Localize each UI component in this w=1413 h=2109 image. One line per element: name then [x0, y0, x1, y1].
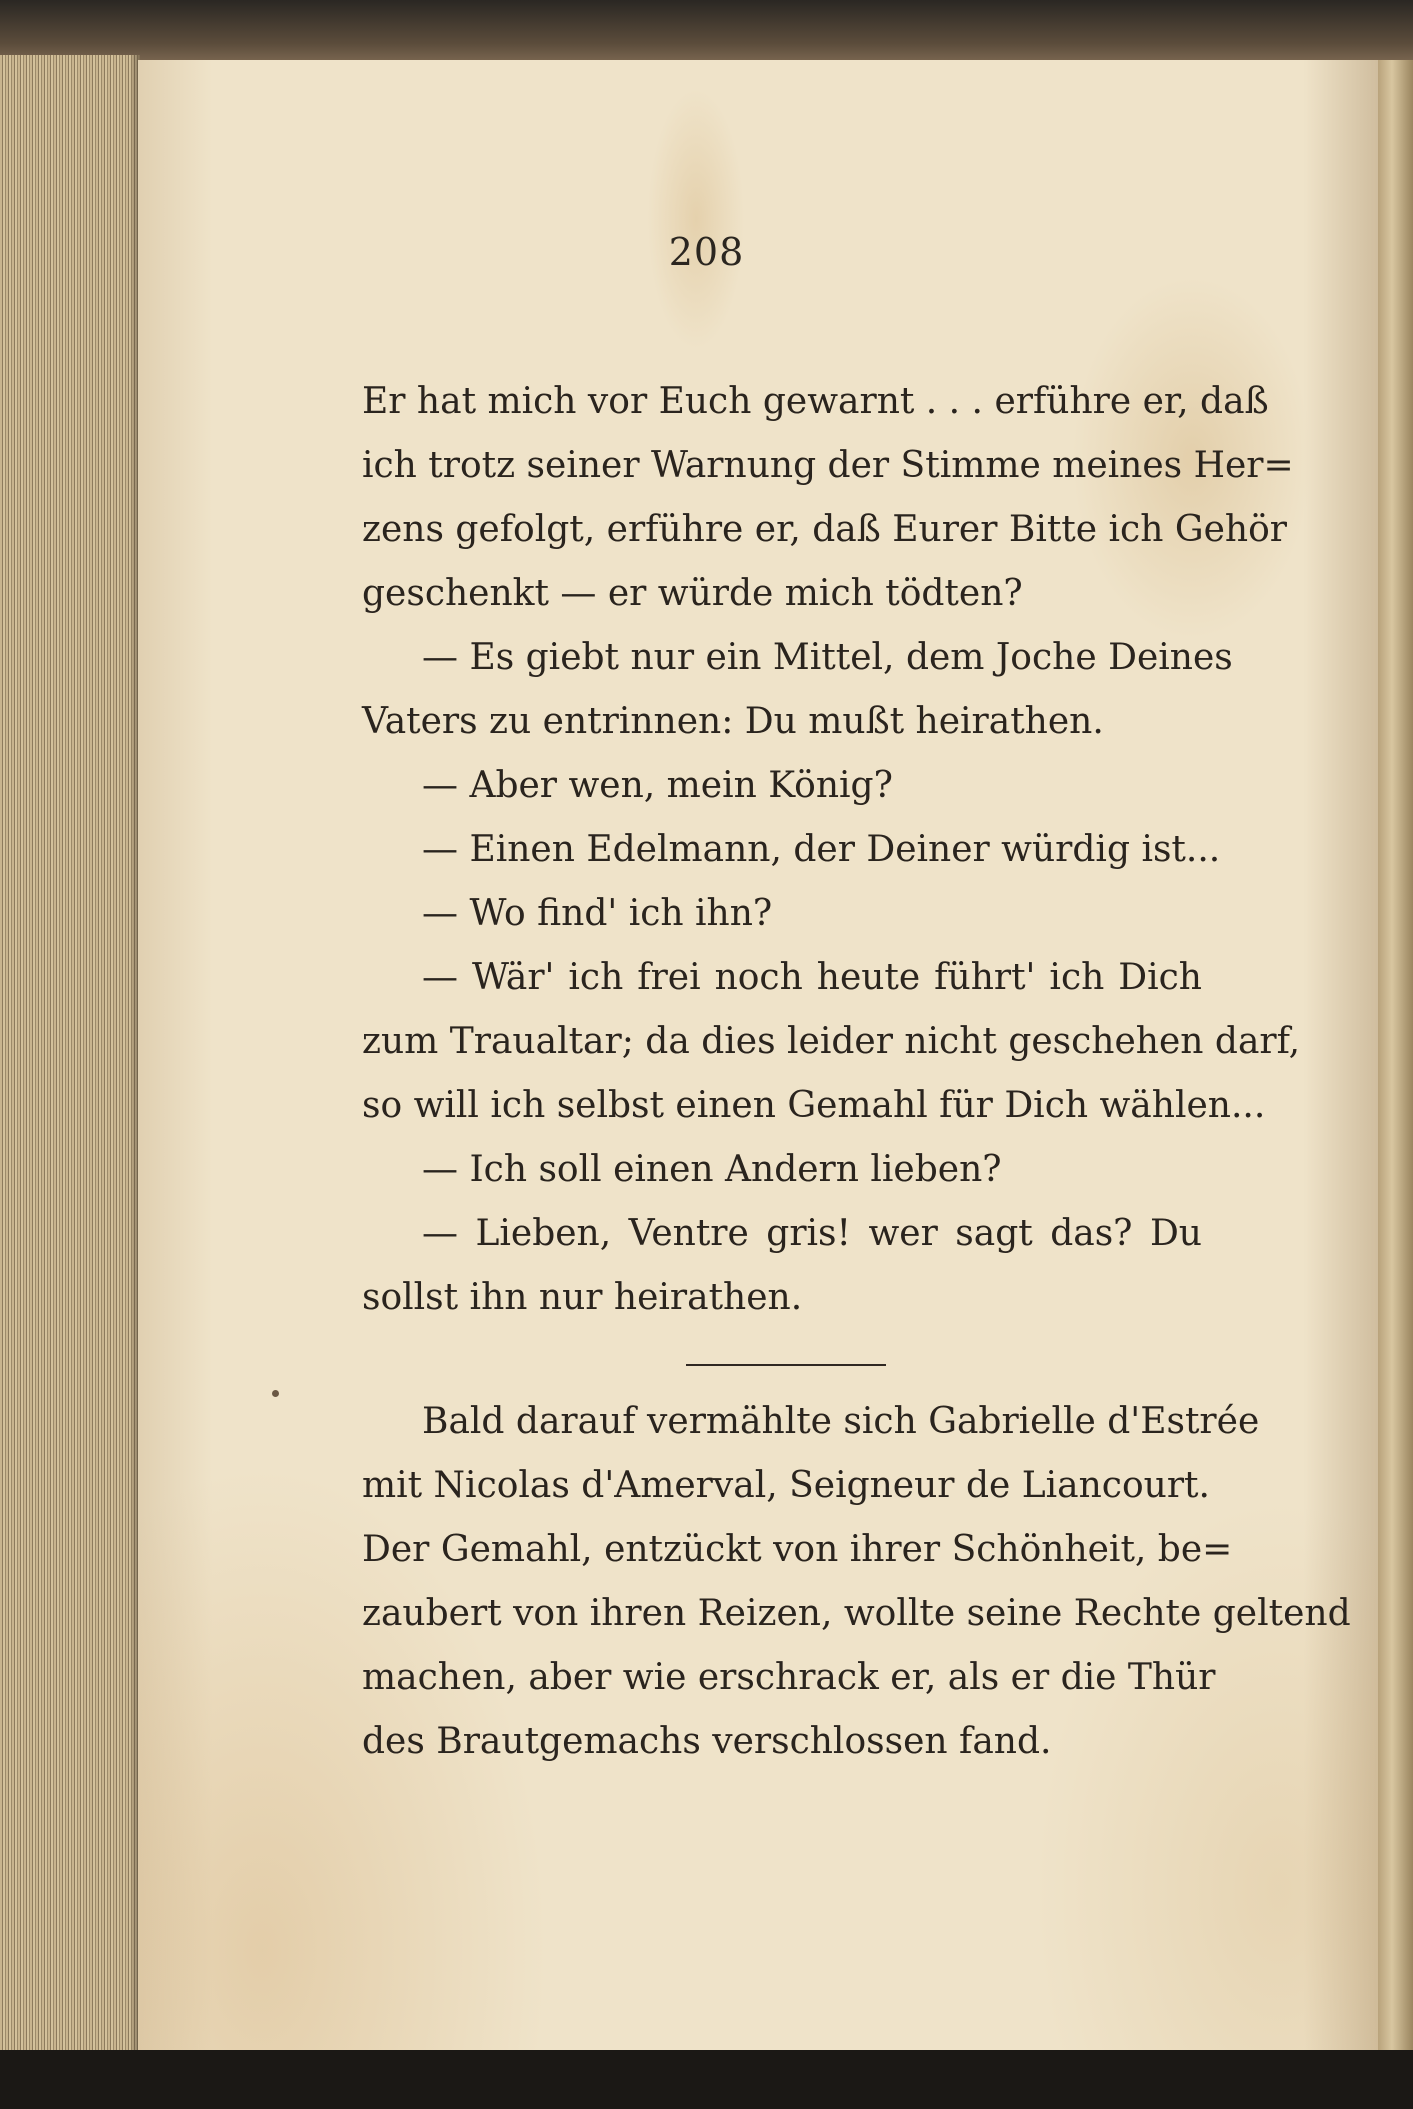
- text-line: so will ich selbst einen Gemahl für Dich wählen...: [362, 1085, 1266, 1126]
- text-line: ich trotz seiner Warnung der Stimme meines Her=: [362, 445, 1294, 486]
- right-page-edge: [1378, 60, 1413, 2050]
- text-line: — Lieben, Ventre gris! wer sagt das? Du: [422, 1213, 1202, 1254]
- text-line: machen, aber wie erschrack er, als er die Thür: [362, 1657, 1216, 1698]
- text-line: zaubert von ihren Reizen, wollte seine Rechte geltend: [362, 1593, 1351, 1634]
- text-line: mit Nicolas d'Amerval, Seigneur de Liancourt.: [362, 1465, 1210, 1506]
- top-binding-shadow: [0, 0, 1413, 62]
- bottom-shadow: [0, 2050, 1413, 2109]
- text-line: — Ich soll einen Andern lieben?: [422, 1149, 1002, 1190]
- ink-spot: [272, 1390, 279, 1397]
- text-line: zens gefolgt, erführe er, daß Eurer Bitte ich Gehör: [362, 509, 1287, 550]
- text-line: — Aber wen, mein König?: [422, 765, 893, 806]
- dialogue-text: [362, 370, 1301, 1330]
- text-line: geschenkt — er würde mich tödten?: [362, 573, 1023, 614]
- text-line: des Brautgemachs verschlossen fand.: [362, 1721, 1052, 1762]
- text-line: Vaters zu entrinnen: Du mußt heirathen.: [362, 701, 1104, 742]
- text-line: Bald darauf vermählte sich Gabrielle d'Estrée: [422, 1401, 1260, 1442]
- closing-paragraph: [362, 1390, 1351, 1774]
- text-line: — Wär' ich frei noch heute führt' ich Dich: [422, 957, 1202, 998]
- text-line: Der Gemahl, entzückt von ihrer Schönheit, be=: [362, 1529, 1233, 1570]
- text-line: — Es giebt nur ein Mittel, dem Joche Deines: [422, 637, 1233, 678]
- page-number: 208: [668, 230, 745, 274]
- text-line: — Einen Edelmann, der Deiner würdig ist...: [422, 829, 1221, 870]
- text-line: zum Traualtar; da dies leider nicht geschehen darf,: [362, 1021, 1301, 1062]
- text-line: — Wo find' ich ihn?: [422, 893, 773, 934]
- text-line: sollst ihn nur heirathen.: [362, 1277, 803, 1318]
- left-page-stack: [0, 55, 140, 2055]
- section-divider: [686, 1364, 886, 1366]
- text-line: Er hat mich vor Euch gewarnt . . . erführe er, daß: [362, 381, 1269, 422]
